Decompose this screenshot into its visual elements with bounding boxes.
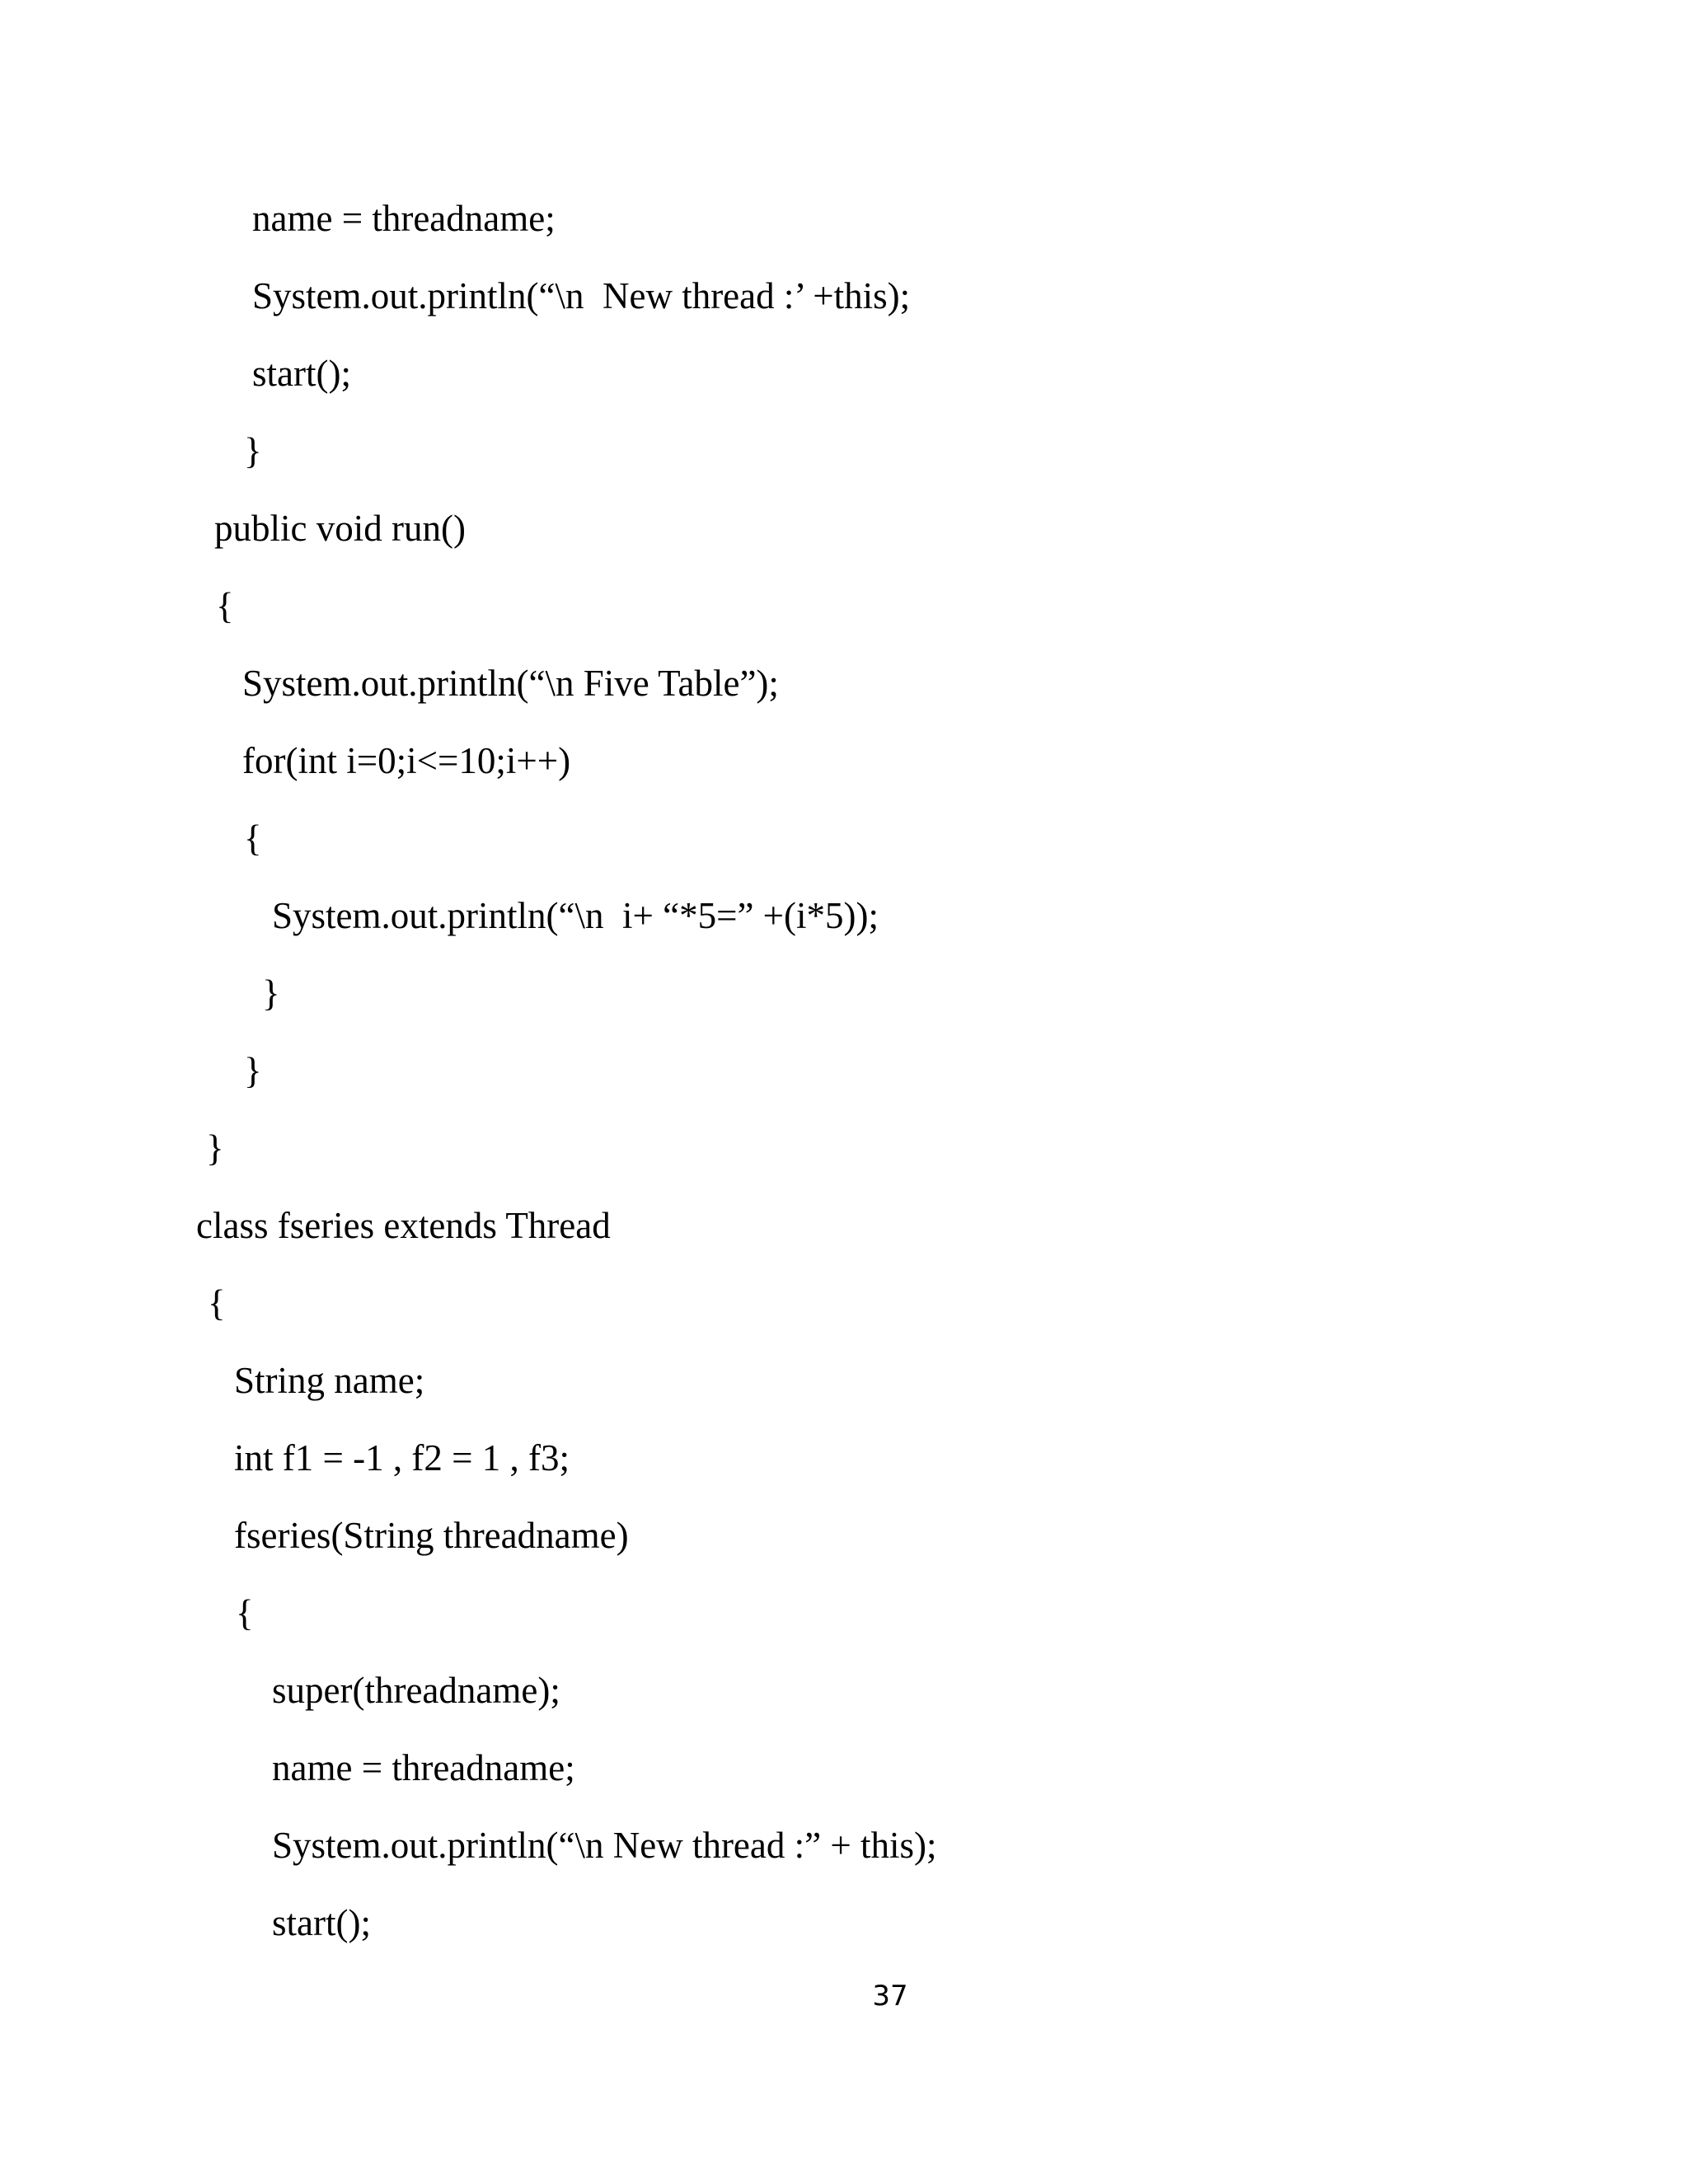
code-line: System.out.println(“\n Five Table”); [242,663,779,704]
code-line: } [244,1050,262,1091]
code-line: start(); [252,353,351,394]
code-line: public void run() [214,508,466,549]
code-line: System.out.println(“\n i+ “*5=” +(i*5)); [272,895,879,936]
code-line: for(int i=0;i<=10;i++) [242,740,571,781]
code-line: System.out.println(“\n New thread :’ +this); [252,275,911,316]
code-line: } [262,972,280,1014]
code-line: { [244,818,262,859]
code-line: class fseries extends Thread [196,1205,611,1246]
code-line: { [236,1592,254,1633]
code-line: String name; [234,1360,425,1401]
code-line: name = threadname; [252,198,556,239]
page-number: 37 [872,1980,908,2013]
code-line: int f1 = -1 , f2 = 1 , f3; [234,1437,570,1479]
code-line: { [216,585,234,626]
code-line: name = threadname; [272,1747,575,1788]
code-line: { [208,1282,226,1324]
code-line: System.out.println(“\n New thread :” + this); [272,1825,937,1866]
code-line: } [206,1127,224,1169]
code-line: super(threadname); [272,1670,560,1711]
code-line: start(); [272,1902,371,1943]
code-line: fseries(String threadname) [234,1515,629,1556]
code-line: } [244,430,262,471]
